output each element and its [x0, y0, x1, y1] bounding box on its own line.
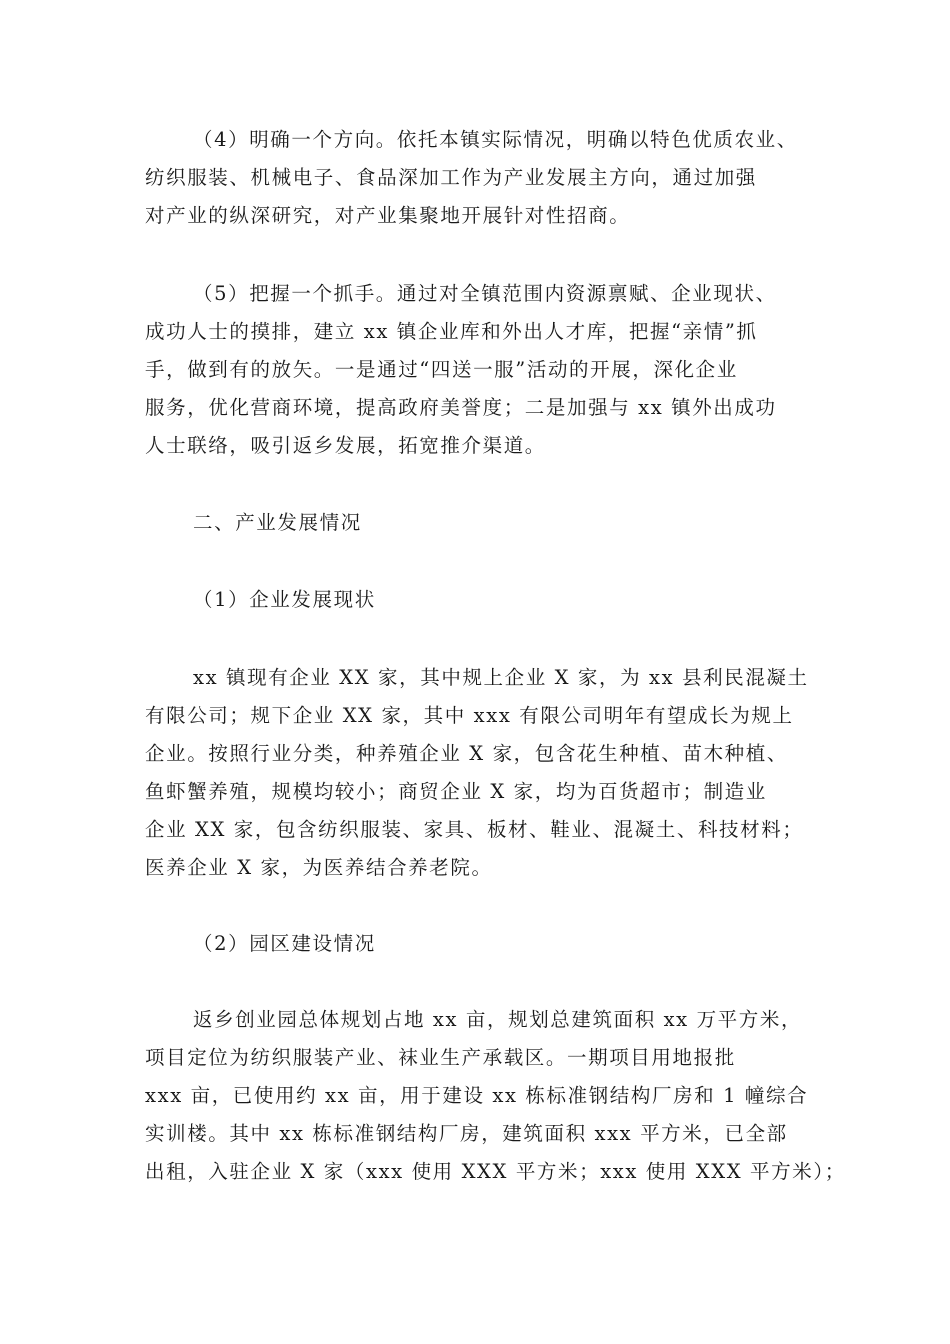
paragraph-line: 成功人士的摸排，建立 xx 镇企业库和外出人才库，把握“亲情”抓: [145, 320, 758, 343]
paragraph-line: 项目定位为纺织服装产业、袜业生产承载区。一期项目用地报批: [145, 1046, 736, 1069]
paragraph-line: 服务，优化营商环境，提高政府美誉度；二是加强与 xx 镇外出成功: [145, 396, 777, 419]
paragraph-line: xx 镇现有企业 XX 家，其中规上企业 X 家，为 xx 县利民混凝土: [193, 666, 809, 689]
paragraph-line: 纺织服装、机械电子、食品深加工作为产业发展主方向，通过加强: [145, 166, 757, 189]
paragraph-line: 出租，入驻企业 X 家（xxx 使用 XXX 平方米；xxx 使用 XXX 平方米）；: [145, 1160, 846, 1183]
paragraph-line: 手，做到有的放矢。一是通过“四送一服”活动的开展，深化企业: [145, 358, 738, 381]
paragraph-line: 企业 XX 家，包含纺织服装、家具、板材、鞋业、混凝土、科技材料；: [145, 818, 804, 841]
paragraph-line: xxx 亩，已使用约 xx 亩，用于建设 xx 栋标准钢结构厂房和 1 幢综合: [145, 1084, 809, 1107]
subsection-heading: （1）企业发展现状: [193, 588, 376, 611]
paragraph-line: 鱼虾蟹养殖，规模均较小；商贸企业 X 家，均为百货超市；制造业: [145, 780, 767, 803]
section-heading: 二、产业发展情况: [193, 511, 362, 534]
paragraph-line: （4）明确一个方向。依托本镇实际情况，明确以特色优质农业、: [193, 128, 798, 151]
paragraph-line: 有限公司；规下企业 XX 家，其中 xxx 有限公司明年有望成长为规上: [145, 704, 794, 727]
paragraph-line: 企业。按照行业分类，种养殖企业 X 家，包含花生种植、苗木种植、: [145, 742, 788, 765]
paragraph-line: （5）把握一个抓手。通过对全镇范围内资源禀赋、企业现状、: [193, 282, 777, 305]
subsection-heading: （2）园区建设情况: [193, 932, 376, 955]
paragraph-line: 人士联络，吸引返乡发展，拓宽推介渠道。: [145, 434, 546, 457]
paragraph-line: 实训楼。其中 xx 栋标准钢结构厂房，建筑面积 xxx 平方米，已全部: [145, 1122, 788, 1145]
paragraph-line: 医养企业 X 家，为医养结合养老院。: [145, 856, 493, 879]
paragraph-line: 对产业的纵深研究，对产业集聚地开展针对性招商。: [145, 204, 631, 227]
paragraph-line: 返乡创业园总体规划占地 xx 亩，规划总建筑面积 xx 万平方米，: [193, 1008, 803, 1031]
